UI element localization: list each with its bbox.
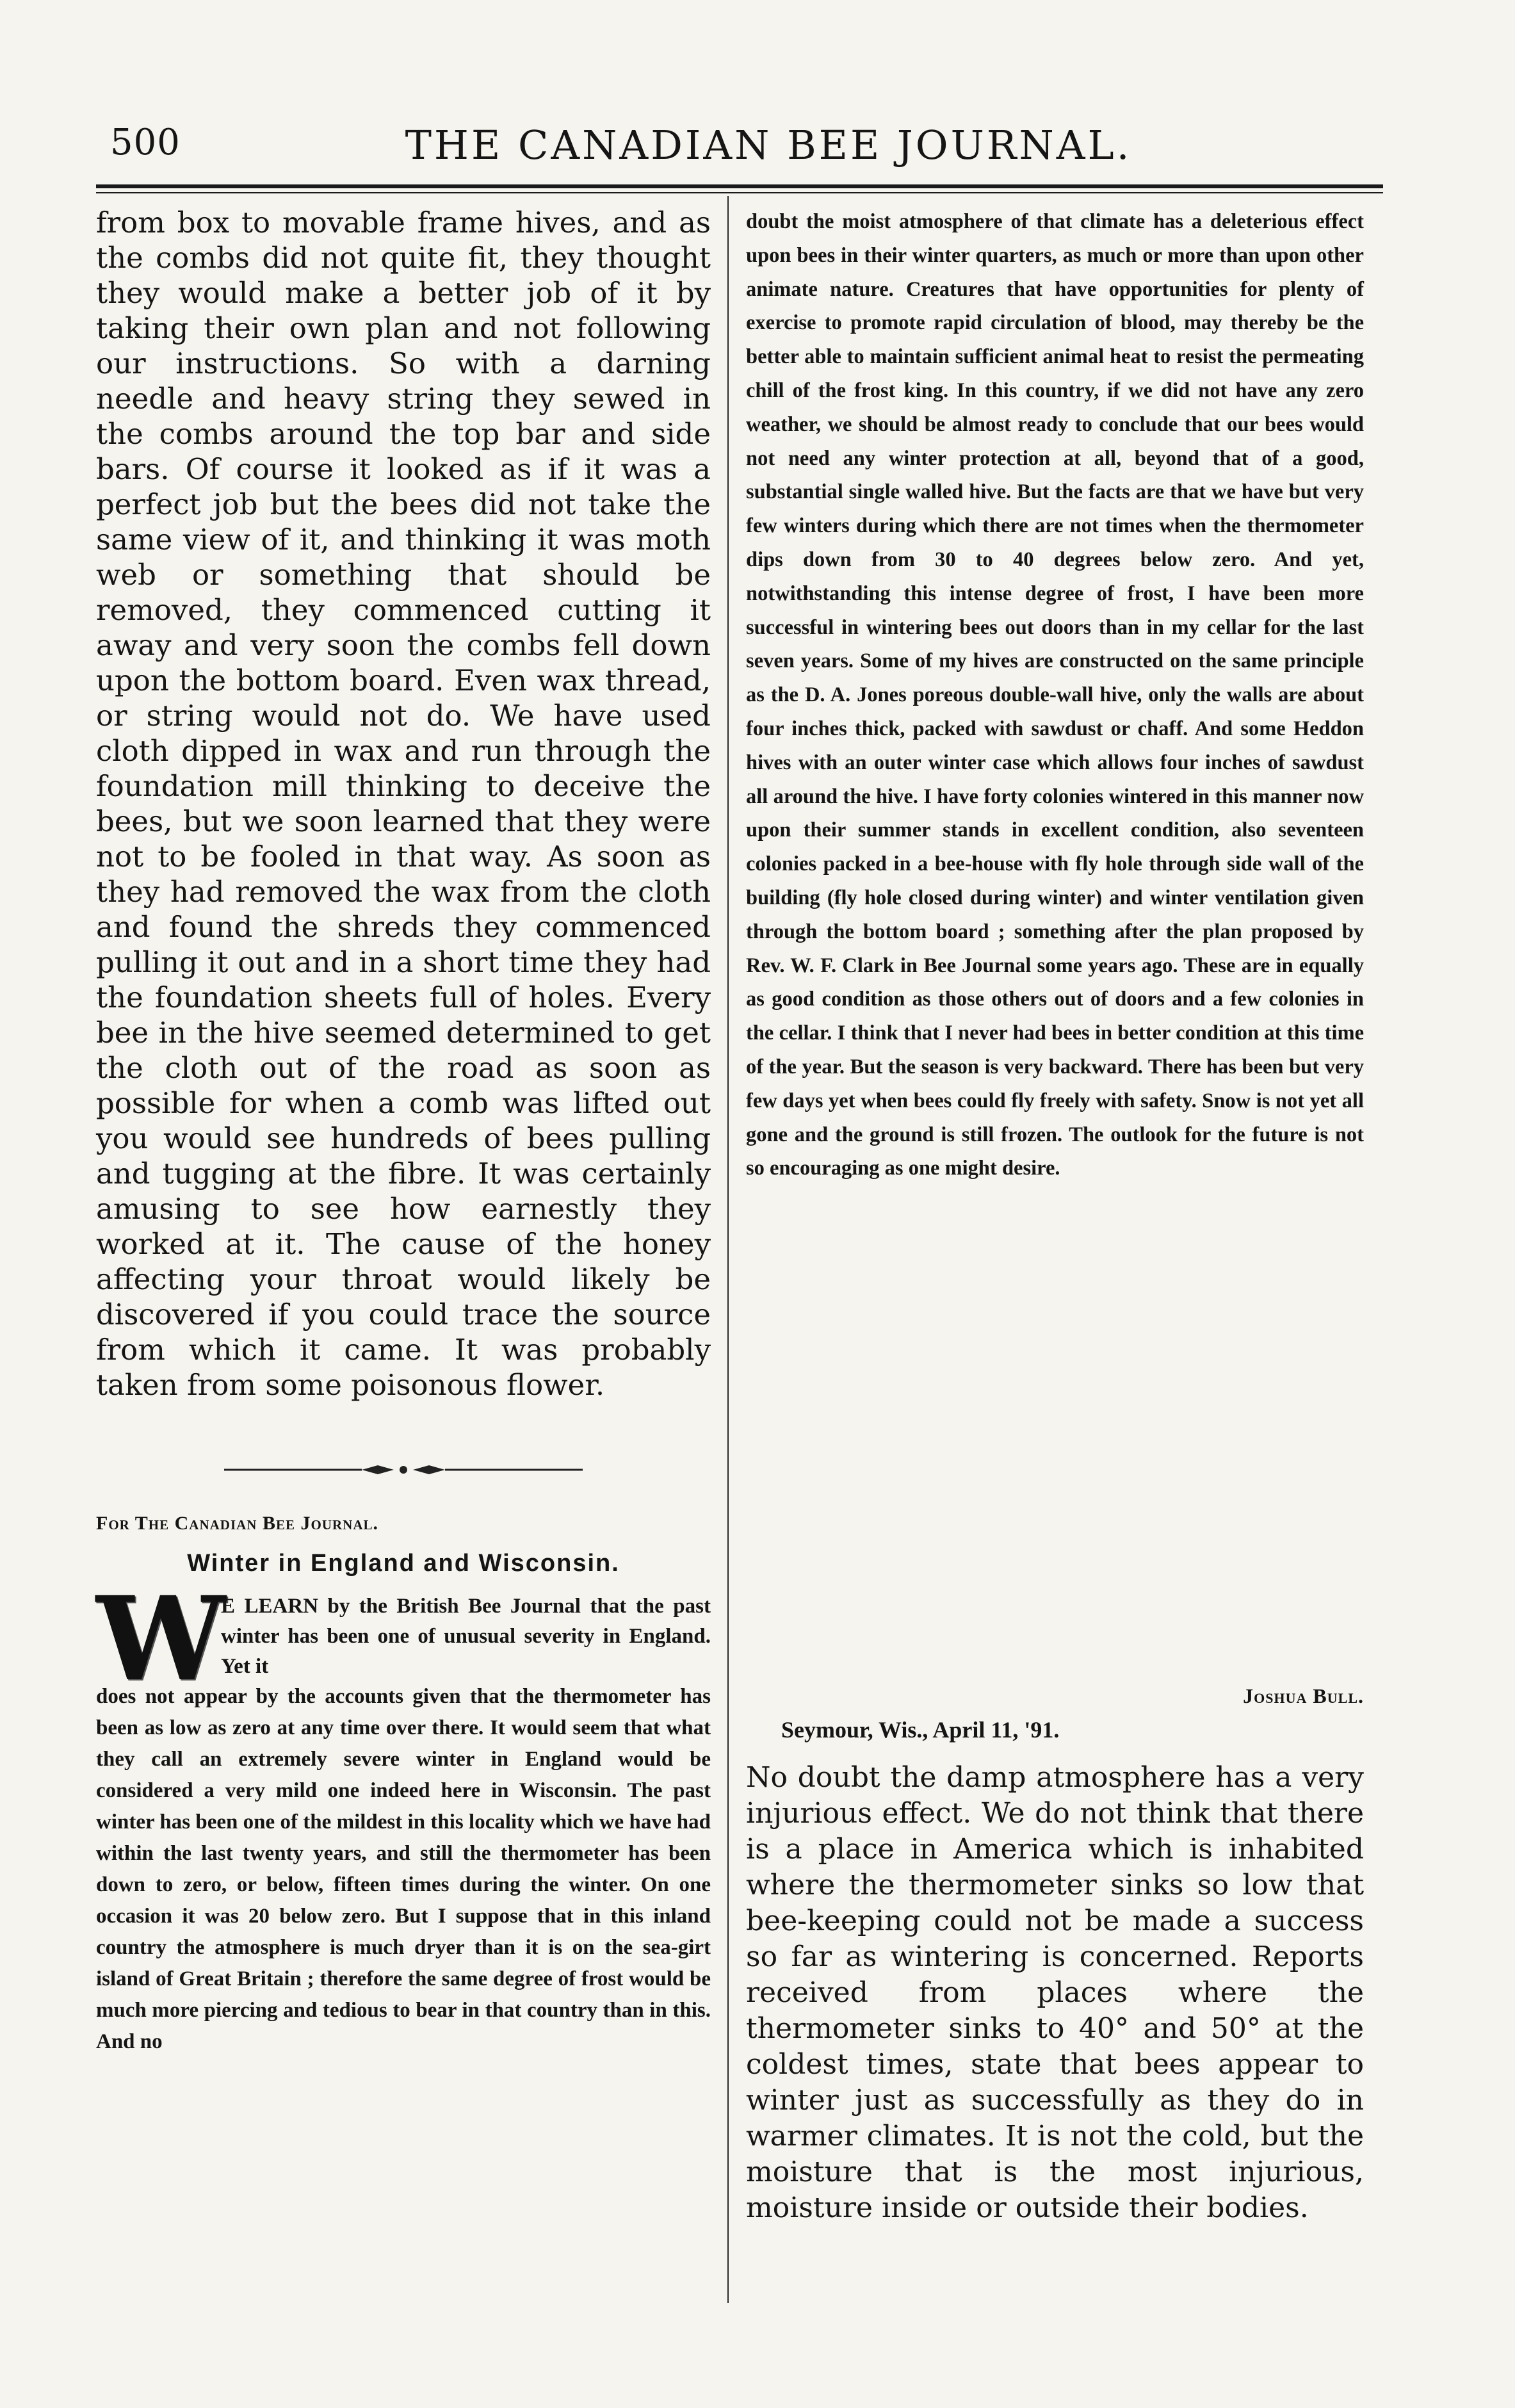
page-number: 500 [110,122,181,163]
article-title: Winter in England and Wisconsin. [187,1550,620,1577]
opening-lines: E LEARN by the British Bee Journal that the past winter has been one of unusual severity in England. Yet it [221,1595,711,1678]
editor-reply [746,1760,1364,2226]
article-body-right: doubt the moist atmosphere of that climate has a deleterious effect upon bees in their winter quarters, as much or more than upon other animate nature. Creatures that have opportunities for plenty of exercise to promote rapid circulation of blood, may thereby be the better able to maintain sufficient animal heat to resist the permeating chill of the frost king. In this country, if we did not have any zero weather, we should be almost ready to conclude that our bees would not need any winter protection at all, beyond that of a good, substantial single walled hive. But the facts are that we have but very few winters during which there are not times when the thermometer dips down from 30 to 40 degrees below zero. And yet, notwithstanding this intense degree of frost, I have been more successful in wintering bees out doors than in my cellar for the last seven years. Some of my hives are constructed on the same principle as the D. A. Jones poreous double-wall hive, only the walls are about four inches thick, packed with sawdust or chaff. And some Heddon hives with an outer winter case which allows four inches of sawdust all around the hive. I have forty colonies wintered in this manner now upon their summer stands in excellent condition, also seventeen colonies packed in a bee-house with fly hole through side wall of the building (fly hole closed during winter) and winter ventilation given through the bottom board ; something after the plan proposed by Rev. W. F. Clark in Bee Journal some years ago. These are in equally as good condition as those others out of doors and a few colonies in the cellar. I think that I never had bees in better condition at this time of the year. But the season is very backward. There has been but very few days yet when bees could fly freely with safety. Snow is not yet all gone and the ground is still frozen. The outlook for the future is not so encouraging as one might desire. [746,210,1364,1180]
author-signature: Joshua Bull. [1243,1684,1364,1707]
article-left-column [96,1681,711,2058]
journal-title: THE CANADIAN BEE JOURNAL. [405,122,1132,168]
continued-paragraph: from box to movable frame hives, and as the combs did not quite fit, they thought they would make a better job of it by taking their own plan and not following our instructions. So with a darning needle and heavy string they sewed in the combs around the top bar and side bars. Of course it looked as if it was a perfect job but the bees did not take the same view of it, and thinking it was moth web or something that should be removed, they commenced cutting it away and very soon the combs fell down upon the bottom board. Even wax thread, or string would not do. We have used cloth dipped in wax and run through the foundation mill thinking to deceive the bees, but we soon learned that they were not to be fooled in that way. As soon as they had removed the wax from the cloth and found the shreds they commenced pulling it out and in a short time they had the foundation sheets full of holes. Every bee in the hive seemed determined to get the cloth out of the road as soon as possible for when a comb was lifted out you would see hundreds of bees pulling and tugging at the fibre. It was certainly amusing to see how earnestly they worked at it. The cause of the honey affecting your throat would likely be discovered if you could trace the source from which it came. It was probably taken from some poisonous flower. [96,206,711,1402]
article-right-column [746,205,1364,1185]
header-rule [96,184,1383,188]
article-source-line: For The Canadian Bee Journal. [96,1513,378,1534]
section-ornament [224,1463,583,1476]
drop-cap: W [96,1572,226,1707]
header-rule-thin [96,192,1383,193]
article-body-left: does not appear by the accounts given that the thermometer has been as low as zero at any time over there. It would seem that what they call an extremely severe winter in England would be considered a very mild one indeed here in Wisconsin. The past winter has been one of the mildest in this locality which we have had within the last twenty years, and still the thermometer has been down to zero, or below, fifteen times during the winter. On one occasion it was 20 below zero. But I suppose that in this inland country the atmosphere is much dryer than it is on the sea-girt island of Great Britain ; therefore the same degree of frost would be much more piercing and tedious to bear in that country than in this. And no [96,1685,711,2053]
editor-reply-text: No doubt the damp atmosphere has a very injurious effect. We do not think that there is a place in America which is inhabited where the thermometer sinks so low that bee-keeping could not be made a success so far as wintering is concerned. Reports received from places where the thermometer sinks to 40° and 50° at the coldest times, state that bees appear to winter just as successfully as they do in warmer climates. It is not the cold, but the moisture that is the most injurious, moisture inside or outside their bodies. [746,1761,1364,2224]
article-dateline: Seymour, Wis., April 11, '91. [781,1717,1060,1743]
column-divider [727,196,729,2303]
left-column-continued-text [96,205,711,1403]
article-opening [96,1572,711,1707]
